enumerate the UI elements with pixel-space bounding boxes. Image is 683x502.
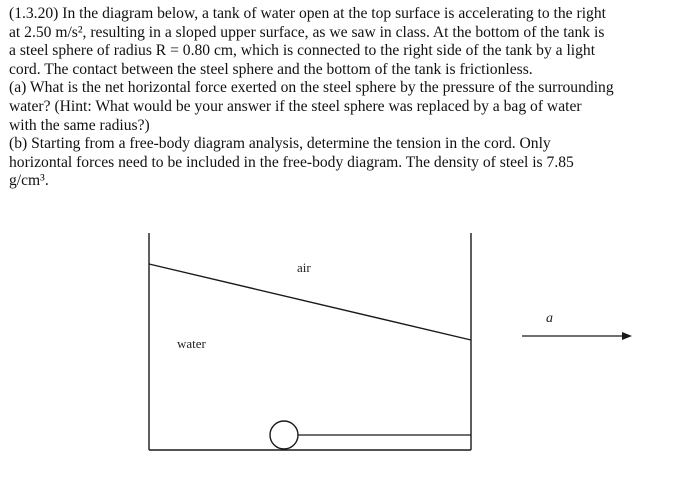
problem-line: (b) Starting from a free-body diagram analysis, determine the tension in the cord. Only	[9, 135, 551, 153]
water-label: water	[177, 336, 206, 351]
problem-line: with the same radius?)	[9, 116, 150, 134]
water-surface	[149, 264, 471, 340]
air-label: air	[297, 260, 311, 275]
steel-sphere	[270, 421, 298, 449]
problem-line: at 2.50 m/s², resulting in a sloped upper surface, as we saw in class. At the bottom of the tank is	[9, 23, 605, 41]
problem-line: water? (Hint: What would be your answer if the steel sphere was replaced by a bag of water	[9, 97, 582, 115]
problem-line: a steel sphere of radius R = 0.80 cm, which is connected to the right side of the tank by a light	[9, 42, 596, 60]
problem-line: cord. The contact between the steel sphere and the bottom of the tank is frictionless.	[9, 60, 533, 78]
problem-line: (1.3.20) In the diagram below, a tank of water open at the top surface is accelerating to the right	[9, 5, 606, 22]
acceleration-arrowhead	[622, 332, 632, 340]
problem-line: (a) What is the net horizontal force exerted on the steel sphere by the pressure of the surrounding	[9, 79, 614, 97]
problem-line: horizontal forces need to be included in the free-body diagram. The density of steel is 7.85	[9, 153, 574, 171]
acceleration-label: a⃗	[546, 311, 564, 326]
problem-line: g/cm³.	[9, 172, 49, 190]
